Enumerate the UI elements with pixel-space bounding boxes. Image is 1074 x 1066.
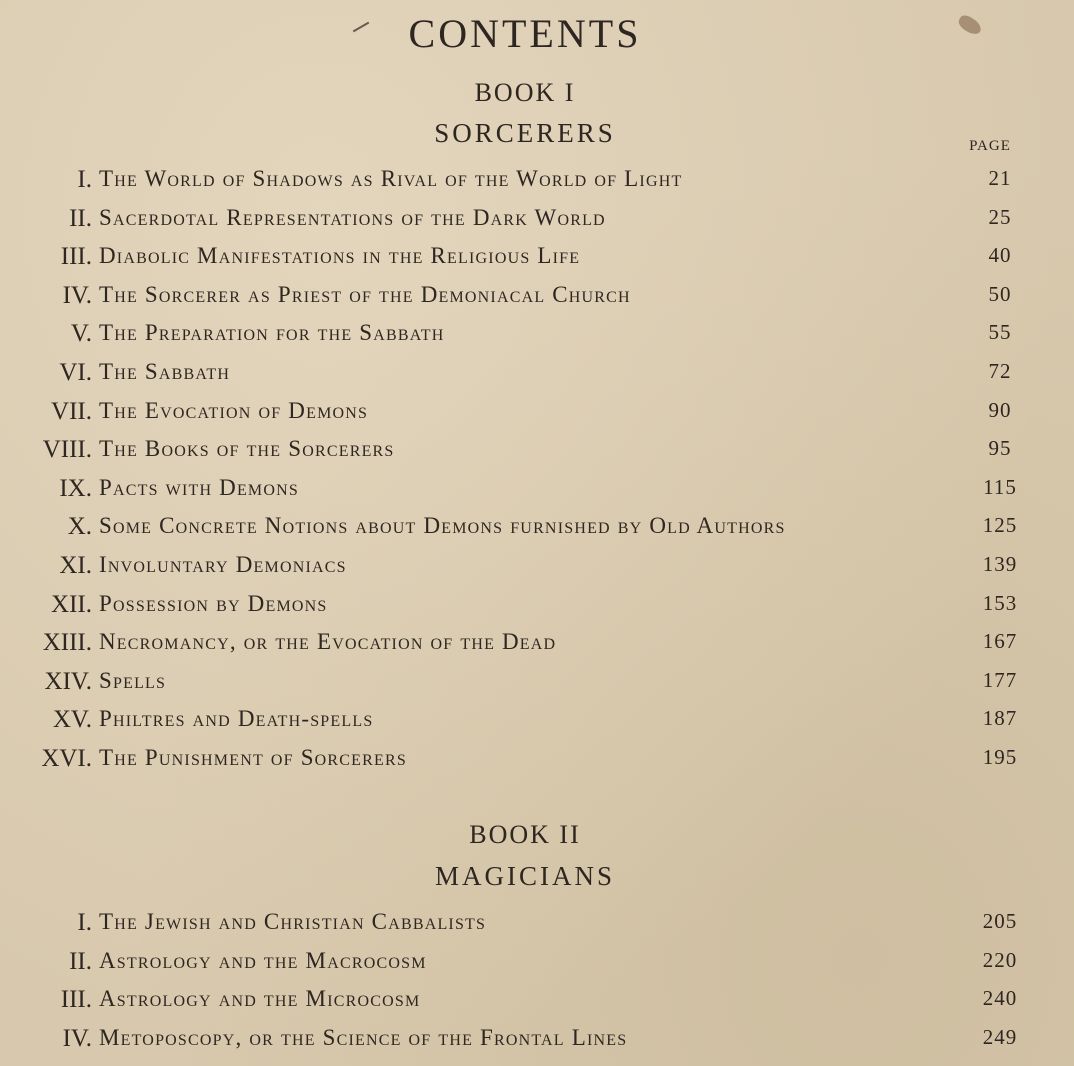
book-2-label: BOOK II <box>469 820 581 849</box>
toc-row <box>0 205 1074 235</box>
toc-row <box>0 513 1074 543</box>
chapter-page: 25 <box>988 204 1012 229</box>
chapter-number: XIV. <box>44 667 92 695</box>
chapter-title: The Books of the Sorcerers <box>99 436 395 462</box>
chapter-number: III. <box>60 986 92 1013</box>
chapter-title: The Preparation for the Sabbath <box>99 320 445 346</box>
toc-row <box>0 282 1074 312</box>
chapter-page: 240 <box>982 986 1018 1010</box>
chapter-title: Spells <box>99 667 167 693</box>
chapter-page: 90 <box>988 397 1012 422</box>
toc-row <box>0 986 1074 1016</box>
chapter-page: 55 <box>988 320 1012 345</box>
chapter-page: 40 <box>988 243 1012 268</box>
toc-row <box>0 668 1074 698</box>
chapter-number: XIII. <box>42 629 92 657</box>
chapter-title: The Sabbath <box>99 359 231 384</box>
chapter-page: 153 <box>982 590 1018 615</box>
chapter-page: 187 <box>982 706 1018 731</box>
chapter-title: The Evocation of Demons <box>99 397 369 423</box>
chapter-title: The Jewish and Christian Cabbalists <box>99 909 487 934</box>
chapter-number: I. <box>77 166 92 193</box>
toc-row <box>0 745 1074 775</box>
chapter-number: XVI. <box>41 745 92 772</box>
chapter-number: XV. <box>52 706 92 734</box>
chapter-number: IV. <box>62 1024 92 1052</box>
chapter-number: II. <box>69 947 92 975</box>
toc-row <box>0 552 1074 582</box>
chapter-number: V. <box>70 320 92 348</box>
chapter-number: XI. <box>59 552 92 579</box>
chapter-page: 220 <box>982 947 1018 972</box>
chapter-page: 205 <box>982 909 1018 933</box>
chapter-number: II. <box>69 204 92 232</box>
chapter-number: VIII. <box>42 436 92 464</box>
toc-row <box>0 629 1074 659</box>
chapter-page: 177 <box>982 667 1018 692</box>
chapter-title: The World of Shadows as Rival of the World of Light <box>99 166 683 191</box>
toc-row <box>0 475 1074 505</box>
book-1-label: BOOK I <box>474 78 576 107</box>
chapter-title: Astrology and the Macrocosm <box>99 947 427 973</box>
chapter-number: III. <box>60 243 92 271</box>
chapter-page: 115 <box>983 474 1017 499</box>
chapter-page: 72 <box>988 359 1012 383</box>
chapter-page: 139 <box>982 552 1018 576</box>
chapter-page: 125 <box>982 513 1018 538</box>
chapter-title: Sacerdotal Representations of the Dark World <box>99 204 606 230</box>
chapter-page: 21 <box>988 166 1012 190</box>
chapter-number: XII. <box>51 590 92 618</box>
toc-row <box>0 591 1074 621</box>
chapter-title: Some Concrete Notions about Demons furnished by Old Authors <box>99 513 786 539</box>
chapter-title: Involuntary Demoniacs <box>99 552 347 577</box>
book-2-subtitle: MAGICIANS <box>434 861 615 891</box>
chapter-page: 249 <box>982 1024 1018 1049</box>
toc-row <box>0 166 1074 196</box>
toc-row <box>0 359 1074 389</box>
chapter-page: 95 <box>988 436 1012 461</box>
chapter-page: 50 <box>988 281 1012 306</box>
chapter-title: Necromancy, or the Evocation of the Dead <box>99 629 557 655</box>
toc-row <box>0 706 1074 736</box>
chapter-number: VII. <box>51 397 92 425</box>
toc-row <box>0 1025 1074 1055</box>
chapter-page: 167 <box>982 629 1018 654</box>
toc-row <box>0 320 1074 350</box>
toc-row <box>0 243 1074 273</box>
chapter-title: Diabolic Manifestations in the Religious Life <box>99 243 581 269</box>
toc-row <box>0 948 1074 978</box>
chapter-number: VI. <box>59 359 92 386</box>
chapter-title: Metoposcopy, or the Science of the Frontal Lines <box>99 1024 628 1050</box>
toc-row <box>0 436 1074 466</box>
toc-row <box>0 398 1074 428</box>
chapter-title: Astrology and the Microcosm <box>99 986 421 1011</box>
chapter-page: 195 <box>982 745 1018 769</box>
book-1-subtitle: SORCERERS <box>434 118 616 148</box>
page-title: CONTENTS <box>408 11 642 56</box>
chapter-number: I. <box>77 909 92 936</box>
chapter-title: Possession by Demons <box>99 590 328 616</box>
chapter-number: IX. <box>59 474 92 502</box>
chapter-title: The Sorcerer as Priest of the Demoniacal Church <box>99 281 631 307</box>
chapter-number: IV. <box>62 281 92 309</box>
chapter-title: Pacts with Demons <box>99 474 299 500</box>
chapter-title: The Punishment of Sorcerers <box>99 745 407 770</box>
page-column-header: PAGE <box>969 138 1011 154</box>
toc-row <box>0 909 1074 939</box>
chapter-title: Philtres and Death-spells <box>99 706 374 732</box>
chapter-number: X. <box>67 513 92 541</box>
